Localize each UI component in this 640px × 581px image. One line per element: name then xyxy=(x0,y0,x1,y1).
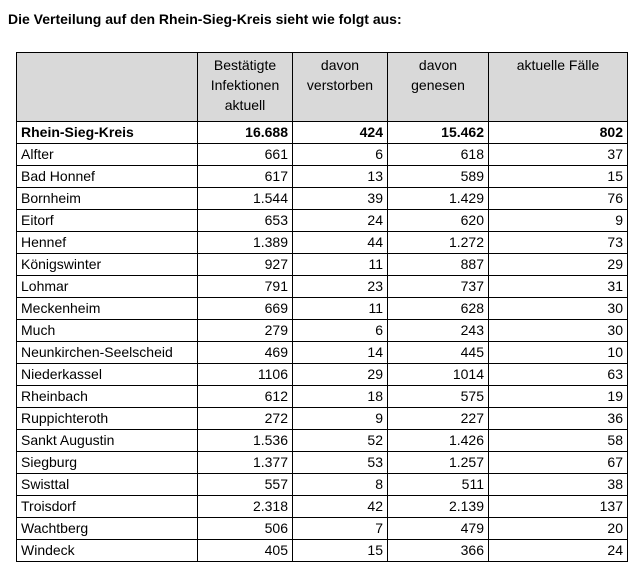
cell-recovered: 1.272 xyxy=(388,232,489,254)
cell-infections: 557 xyxy=(198,474,293,496)
cell-deaths: 42 xyxy=(293,496,388,518)
table-row xyxy=(17,144,628,166)
column-header-recovered: davon genesen xyxy=(388,53,489,122)
cell-region: Königswinter xyxy=(17,254,198,276)
cell-recovered: 589 xyxy=(388,166,489,188)
table-row xyxy=(17,496,628,518)
cell-recovered: 366 xyxy=(388,540,489,562)
cell-deaths: 9 xyxy=(293,408,388,430)
cell-region: Siegburg xyxy=(17,452,198,474)
cell-region: Much xyxy=(17,320,198,342)
cell-deaths: 7 xyxy=(293,518,388,540)
column-header-active: aktuelle Fälle xyxy=(489,53,628,122)
cell-region: Niederkassel xyxy=(17,364,198,386)
cell-recovered: 2.139 xyxy=(388,496,489,518)
cell-recovered: 1.429 xyxy=(388,188,489,210)
column-header-region xyxy=(17,53,198,122)
cell-region: Hennef xyxy=(17,232,198,254)
cell-infections: 2.318 xyxy=(198,496,293,518)
cell-region: Alfter xyxy=(17,144,198,166)
cell-region: Bad Honnef xyxy=(17,166,198,188)
table-row xyxy=(17,188,628,210)
cell-infections: 506 xyxy=(198,518,293,540)
cell-recovered: 575 xyxy=(388,386,489,408)
cell-active: 9 xyxy=(489,210,628,232)
cell-infections: 653 xyxy=(198,210,293,232)
table-row xyxy=(17,518,628,540)
table-row xyxy=(17,232,628,254)
cell-active: 67 xyxy=(489,452,628,474)
cell-recovered: 243 xyxy=(388,320,489,342)
cell-active: 137 xyxy=(489,496,628,518)
cell-deaths: 44 xyxy=(293,232,388,254)
cell-active: 30 xyxy=(489,320,628,342)
cell-active: 29 xyxy=(489,254,628,276)
cell-deaths: 24 xyxy=(293,210,388,232)
cell-recovered: 227 xyxy=(388,408,489,430)
cell-region: Rhein-Sieg-Kreis xyxy=(17,122,198,144)
cell-active: 58 xyxy=(489,430,628,452)
cell-infections: 405 xyxy=(198,540,293,562)
cell-region: Troisdorf xyxy=(17,496,198,518)
cell-deaths: 11 xyxy=(293,298,388,320)
cell-region: Windeck xyxy=(17,540,198,562)
table-row xyxy=(17,364,628,386)
cell-infections: 612 xyxy=(198,386,293,408)
table-row xyxy=(17,276,628,298)
cell-deaths: 23 xyxy=(293,276,388,298)
cell-deaths: 14 xyxy=(293,342,388,364)
cell-region: Ruppichteroth xyxy=(17,408,198,430)
cell-recovered: 445 xyxy=(388,342,489,364)
cell-infections: 469 xyxy=(198,342,293,364)
cell-active: 802 xyxy=(489,122,628,144)
cell-recovered: 1014 xyxy=(388,364,489,386)
table-body xyxy=(17,122,628,562)
cell-infections: 617 xyxy=(198,166,293,188)
cell-deaths: 18 xyxy=(293,386,388,408)
cell-region: Neunkirchen-Seelscheid xyxy=(17,342,198,364)
cell-active: 37 xyxy=(489,144,628,166)
cell-deaths: 424 xyxy=(293,122,388,144)
cell-deaths: 52 xyxy=(293,430,388,452)
column-header-deaths: davon verstorben xyxy=(293,53,388,122)
cell-infections: 661 xyxy=(198,144,293,166)
cell-active: 30 xyxy=(489,298,628,320)
table-row xyxy=(17,254,628,276)
cell-region: Meckenheim xyxy=(17,298,198,320)
cell-recovered: 737 xyxy=(388,276,489,298)
cell-region: Rheinbach xyxy=(17,386,198,408)
cell-infections: 279 xyxy=(198,320,293,342)
cell-infections: 791 xyxy=(198,276,293,298)
cell-deaths: 8 xyxy=(293,474,388,496)
table-row xyxy=(17,320,628,342)
table-row xyxy=(17,474,628,496)
cell-region: Lohmar xyxy=(17,276,198,298)
cell-active: 76 xyxy=(489,188,628,210)
cell-active: 20 xyxy=(489,518,628,540)
cell-infections: 1.389 xyxy=(198,232,293,254)
cell-active: 19 xyxy=(489,386,628,408)
table-row xyxy=(17,166,628,188)
cell-infections: 1.377 xyxy=(198,452,293,474)
cell-active: 15 xyxy=(489,166,628,188)
cell-recovered: 887 xyxy=(388,254,489,276)
table-total-row xyxy=(17,122,628,144)
cell-region: Eitorf xyxy=(17,210,198,232)
cell-infections: 272 xyxy=(198,408,293,430)
cell-active: 24 xyxy=(489,540,628,562)
table-row xyxy=(17,408,628,430)
table-row xyxy=(17,386,628,408)
cell-region: Bornheim xyxy=(17,188,198,210)
cell-active: 73 xyxy=(489,232,628,254)
table-row xyxy=(17,298,628,320)
cell-deaths: 11 xyxy=(293,254,388,276)
cell-deaths: 29 xyxy=(293,364,388,386)
cell-region: Sankt Augustin xyxy=(17,430,198,452)
table-row xyxy=(17,342,628,364)
column-header-infections: Bestätigte Infektionen aktuell xyxy=(198,53,293,122)
cell-deaths: 15 xyxy=(293,540,388,562)
table-row xyxy=(17,210,628,232)
cell-recovered: 479 xyxy=(388,518,489,540)
cell-recovered: 1.257 xyxy=(388,452,489,474)
cell-deaths: 13 xyxy=(293,166,388,188)
cell-deaths: 6 xyxy=(293,320,388,342)
cell-infections: 1.536 xyxy=(198,430,293,452)
page-heading: Die Verteilung auf den Rhein-Sieg-Kreis sieht wie folgt aus: xyxy=(8,11,402,27)
cell-infections: 16.688 xyxy=(198,122,293,144)
cell-recovered: 628 xyxy=(388,298,489,320)
cell-active: 63 xyxy=(489,364,628,386)
cell-deaths: 6 xyxy=(293,144,388,166)
infection-table xyxy=(16,52,628,562)
cell-recovered: 1.426 xyxy=(388,430,489,452)
table-row xyxy=(17,452,628,474)
cell-recovered: 620 xyxy=(388,210,489,232)
cell-deaths: 39 xyxy=(293,188,388,210)
table-header-row xyxy=(17,53,628,122)
cell-region: Swisttal xyxy=(17,474,198,496)
cell-region: Wachtberg xyxy=(17,518,198,540)
cell-infections: 927 xyxy=(198,254,293,276)
cell-infections: 669 xyxy=(198,298,293,320)
cell-active: 31 xyxy=(489,276,628,298)
cell-active: 36 xyxy=(489,408,628,430)
cell-infections: 1.544 xyxy=(198,188,293,210)
table-row xyxy=(17,430,628,452)
cell-infections: 1106 xyxy=(198,364,293,386)
cell-deaths: 53 xyxy=(293,452,388,474)
cell-active: 38 xyxy=(489,474,628,496)
cell-recovered: 618 xyxy=(388,144,489,166)
cell-active: 10 xyxy=(489,342,628,364)
table-row xyxy=(17,540,628,562)
cell-recovered: 15.462 xyxy=(388,122,489,144)
cell-recovered: 511 xyxy=(388,474,489,496)
